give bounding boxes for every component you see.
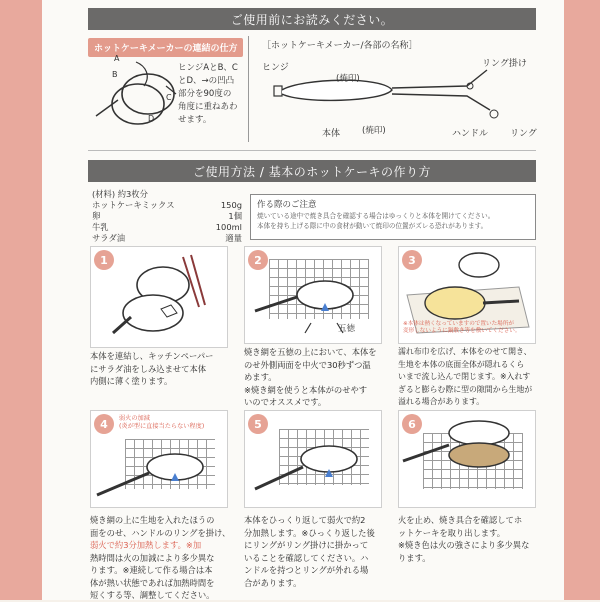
ingredients-list bbox=[92, 200, 242, 244]
label-mark-bottom: (焼印) bbox=[362, 126, 386, 136]
step-3-caption: 濡れ布巾を広げ、本体をのせて開き、 生地を本体の底面全体が隠れるくら いまで流し込んで閉じます。※入れす ぎると膨らむ際に型の隙間から生地が 溢れる場合があります。 bbox=[398, 347, 533, 406]
step-5-caption: 本体をひっくり返して弱火で約2 分加熱します。※ひっくり返した後 にリングがリング掛けに掛かって いることを確認してください。ハ ンドルを持つとリングが外れる場 合があります。 bbox=[244, 515, 375, 588]
ingredient-row: 牛乳 100ml bbox=[92, 222, 242, 232]
letter-a: A bbox=[114, 54, 120, 63]
section-header-before-use: ご使用前にお読みください。 bbox=[88, 8, 536, 30]
step-3-number: 3 bbox=[402, 250, 422, 270]
step-4-caption: 焼き網の上に生地を入れたほうの 面をのせ、ハンドルのリングを掛け、 弱火で約3分加熱します。※加 熱時間は火の加減により多少異な ります。※連続して作る場合は本 体が熱い状態であれば加熱時間を 短くする等、調整してください。 bbox=[90, 515, 231, 600]
ingredient-row: サラダ油 適量 bbox=[92, 233, 242, 243]
caution-text: 焼いている途中で焼き具合を確認する場合はゆっくりと本体を開けてください。 本体を持ち上げる際に中の食材が動いて焼印の位置がズレる恐れがあります。 bbox=[257, 212, 495, 230]
box-edge-left bbox=[0, 0, 42, 600]
step-1-number: 1 bbox=[94, 250, 114, 270]
letter-b: B bbox=[112, 70, 118, 79]
label-ring: リング bbox=[510, 129, 537, 139]
caution-title: 作る際のご注意 bbox=[257, 200, 317, 210]
step-4-number: 4 bbox=[94, 414, 114, 434]
connect-tag: ホットケーキメーカーの連結の仕方 bbox=[88, 38, 243, 57]
connect-illustration bbox=[96, 56, 186, 136]
step-2-caption: 焼き網を五徳の上において、本体を のせ外側両面を中火で30秒ずつ温 めます。 ※焼き網を使うと本体がのせやす いのでオススメです。 bbox=[244, 347, 377, 407]
section-rule bbox=[88, 150, 536, 151]
step-6-number: 6 bbox=[402, 414, 422, 434]
step-2-number: 2 bbox=[248, 250, 268, 270]
ingredient-row: ホットケーキミックス 150g bbox=[92, 200, 242, 210]
step-3-warning: ※本体は熱くなっていますので置いた場所が 変形しないように鍋敷き等を敷いてください。 bbox=[403, 321, 521, 334]
label-hinge: ヒンジ bbox=[262, 63, 289, 73]
parts-title: ［ホットケーキメーカー/各部の名称］ bbox=[262, 41, 418, 51]
step-2-label-trivet: 五徳 bbox=[338, 324, 356, 334]
section-header-usage: ご使用方法 / 基本のホットケーキの作り方 bbox=[88, 160, 536, 182]
label-mark-top: (焼印) bbox=[336, 74, 360, 84]
connect-text: ヒンジAとB、C とD、→の凹凸 部分を90度の 角度に重ねあわ せます。 bbox=[178, 63, 238, 125]
label-ring-hook: リング掛け bbox=[482, 59, 527, 69]
divider bbox=[248, 36, 249, 142]
caution-box bbox=[250, 194, 536, 240]
step-1-caption: 本体を連結し、キッチンペーパー にサラダ油をしみ込ませて本体 内側に薄く塗ります。 bbox=[90, 351, 214, 386]
ingredient-row: 卵 1個 bbox=[92, 211, 242, 221]
label-body: 本体 bbox=[322, 129, 341, 139]
box-edge-right bbox=[564, 0, 600, 600]
step-4-flame-note: 弱火の加減 (炎が型に直接当たらない程度) bbox=[119, 415, 205, 430]
letter-c: C bbox=[166, 93, 172, 102]
label-handle: ハンドル bbox=[452, 129, 489, 139]
step-6-caption: 火を止め、焼き具合を確認してホ ットケーキを取り出します。 ※焼き色は火の強さにより多少異な ります。 bbox=[398, 515, 530, 563]
ingredients-title: (材料) 約3枚分 bbox=[92, 189, 148, 199]
letter-d: D bbox=[148, 114, 155, 123]
parts-diagram bbox=[262, 60, 522, 130]
step-5-number: 5 bbox=[248, 414, 268, 434]
